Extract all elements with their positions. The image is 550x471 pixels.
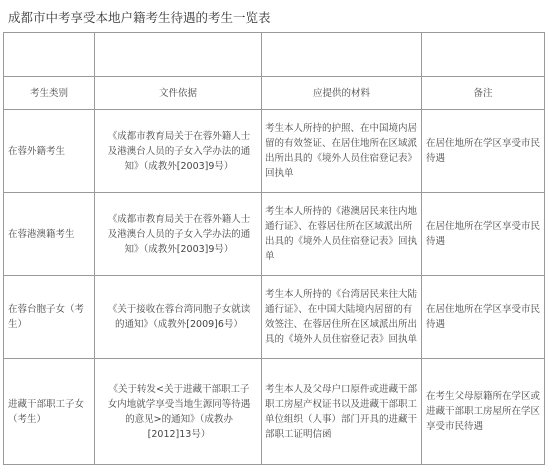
header-remarks-label: 备注 [473, 87, 493, 99]
remarks-cell [422, 193, 545, 276]
remarks-text: 在考生父母原籍所在学区或进藏干部职工房屋所在学区享受市民待遇 [426, 391, 541, 432]
materials-text: 考生本人所持的护照、在中国境内居留的有效签证、在居住地所在区域派出所出具的《境外人员住宿登记表》回执单 [265, 123, 418, 179]
header-materials [262, 77, 422, 110]
remarks-cell [422, 110, 545, 193]
eligibility-table [3, 32, 545, 465]
basis-cell [95, 359, 262, 465]
blank-row [4, 33, 545, 77]
table-row [4, 276, 545, 359]
category-text: 在蓉港澳籍考生 [8, 228, 75, 240]
basis-text: 《成都市教育局关于在蓉外籍人士及港澳台人员的子女入学办法的通知》（成教外[2003]9号） [107, 130, 251, 172]
remarks-text: 在居住地所在学区享受市民待遇 [426, 304, 541, 330]
category-cell [4, 359, 95, 465]
header-basis-label: 文件依据 [158, 87, 197, 99]
basis-text: 《关于接收在蓉台湾同胞子女就读的通知》（成教外[2009]6号） [107, 304, 251, 330]
basis-text: 《关于转发<关于进藏干部职工子女内地就学享受当地生源同等待遇的意见>的通知》（成教办[2012]13号） [107, 383, 251, 440]
materials-cell [262, 193, 422, 276]
materials-text: 考生本人及父母户口原件或进藏干部职工房屋产权证书以及进藏干部职工单位组织（人事）部门开具的进藏干部职工证明信函 [265, 383, 418, 440]
category-text: 进藏干部职工子女（考生） [8, 398, 85, 425]
table-row [4, 193, 545, 276]
table-row [4, 110, 545, 193]
header-materials-label: 应提供的材料 [312, 87, 370, 99]
category-text: 在蓉台胞子女（考生） [8, 304, 85, 330]
remarks-text: 在居住地所在学区享受市民待遇 [426, 138, 541, 164]
header-basis [95, 77, 262, 110]
category-cell [4, 193, 95, 276]
remarks-text: 在居住地所在学区享受市民待遇 [426, 221, 541, 247]
table-row [4, 359, 545, 465]
category-text: 在蓉外籍考生 [8, 145, 66, 157]
header-row [4, 77, 545, 110]
header-remarks [422, 77, 545, 110]
remarks-cell [422, 276, 545, 359]
materials-cell [262, 276, 422, 359]
blank-cell [95, 33, 262, 77]
materials-text: 考生本人所持的《港澳居民来往内地通行证》、在蓉居住所在区域派出所出具的《境外人员住宿登记表》回执单 [265, 206, 418, 262]
basis-cell [95, 110, 262, 193]
materials-cell [262, 359, 422, 465]
basis-cell [95, 193, 262, 276]
header-category-label: 考生类别 [29, 87, 68, 99]
materials-cell [262, 110, 422, 193]
blank-cell [4, 33, 95, 77]
blank-cell [422, 33, 545, 77]
document-title: 成都市中考享受本地户籍考生待遇的考生一览表 [8, 10, 271, 25]
blank-cell [262, 33, 422, 77]
header-category [4, 77, 95, 110]
category-cell [4, 276, 95, 359]
basis-cell [95, 276, 262, 359]
basis-text: 《成都市教育局关于在蓉外籍人士及港澳台人员的子女入学办法的通知》（成教外[2003]9号） [107, 213, 251, 255]
materials-text: 考生本人所持的《台湾居民来往大陆通行证》、在中国大陆境内居留的有效签注、在蓉居住所在区域派出所出具的《境外人员住宿登记表》回执单 [265, 289, 418, 345]
remarks-cell [422, 359, 545, 465]
category-cell [4, 110, 95, 193]
